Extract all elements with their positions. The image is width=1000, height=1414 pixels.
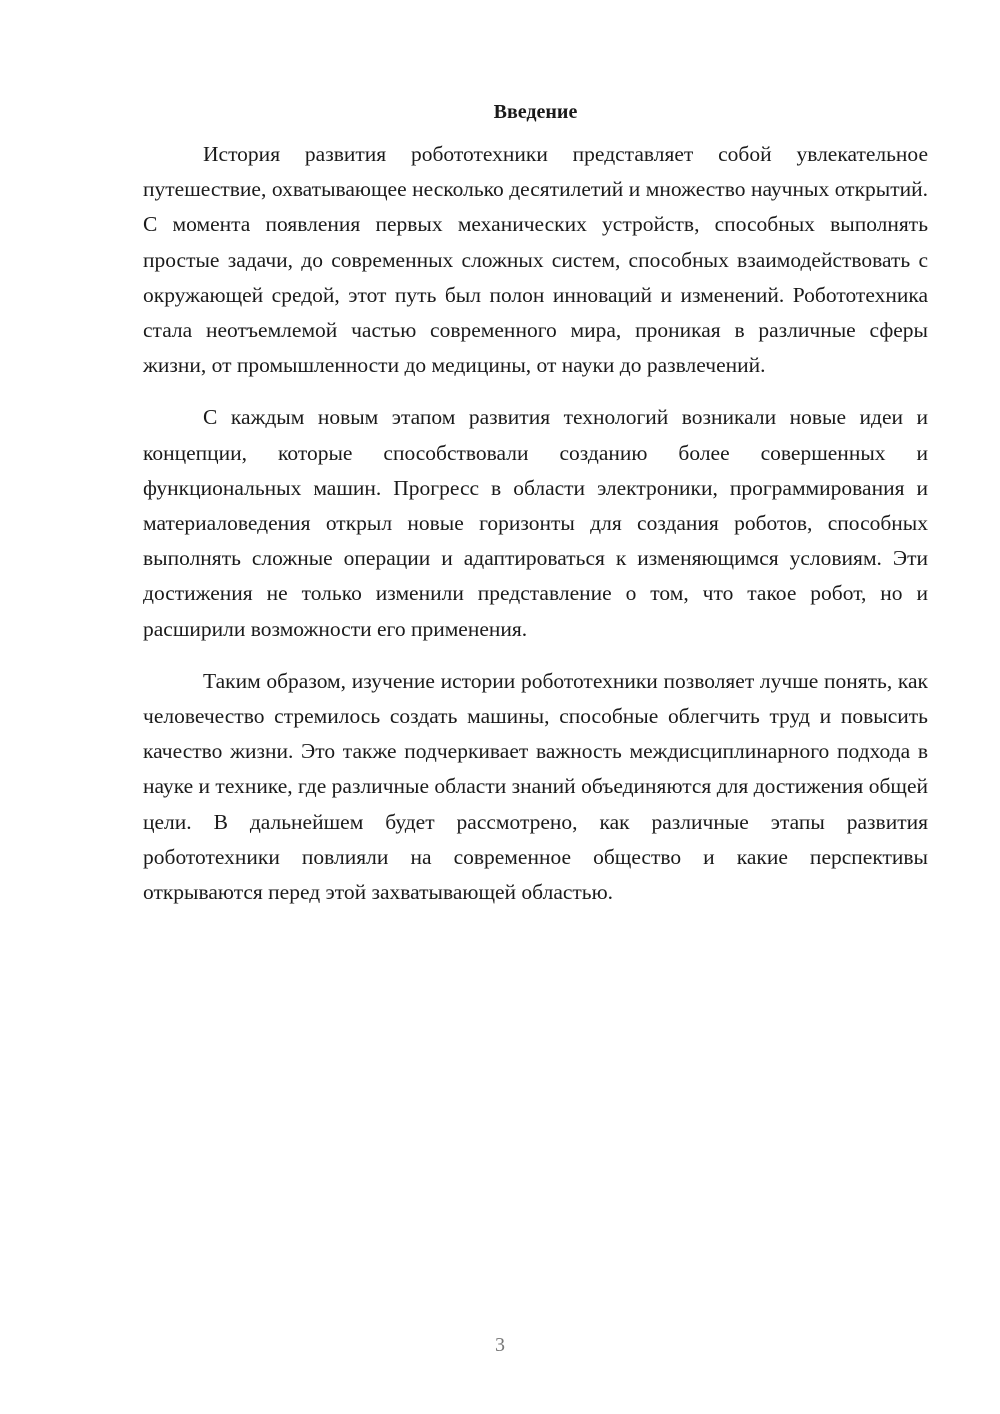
paragraph-3: Таким образом, изучение истории робототехники позволяет лучше понять, как человечество стремилось создать машины, способные облегчить труд и повысить качество жизни. Это также подчеркивает важность междисциплинарного подхода в науке и технике, где различные области знаний объединяются для достижения общей цели. В дальнейшем будет рассмотрено, как различные этапы развития робототехники повлияли на современное общество и какие перспективы открываются перед этой захватывающей областью. <box>143 668 928 905</box>
page-content <box>143 98 928 927</box>
paragraph-1: История развития робототехники представляет собой увлекательное путешествие, охватывающее несколько десятилетий и множество научных открытий. С момента появления первых механических устройств, способных выполнять простые задачи, до современных сложных систем, способных взаимодействовать с окружающей средой, этот путь был полон инноваций и изменений. Робототехника стала неотъемлемой частью современного мира, проникая в различные сферы жизни, от промышленности до медицины, от науки до развлечений. <box>143 142 928 378</box>
page-number: 3 <box>495 1334 505 1356</box>
paragraph-2: С каждым новым этапом развития технологий возникали новые идеи и концепции, которые способствовали созданию более совершенных и функциональных машин. Прогресс в области электроники, программирования и материаловедения открыл новые горизонты для создания роботов, способных выполнять сложные операции и адаптироваться к изменяющимся условиям. Эти достижения не только изменили представление о том, что такое робот, но и расширили возможности его применения. <box>143 405 928 641</box>
section-title: Введение <box>493 101 578 123</box>
